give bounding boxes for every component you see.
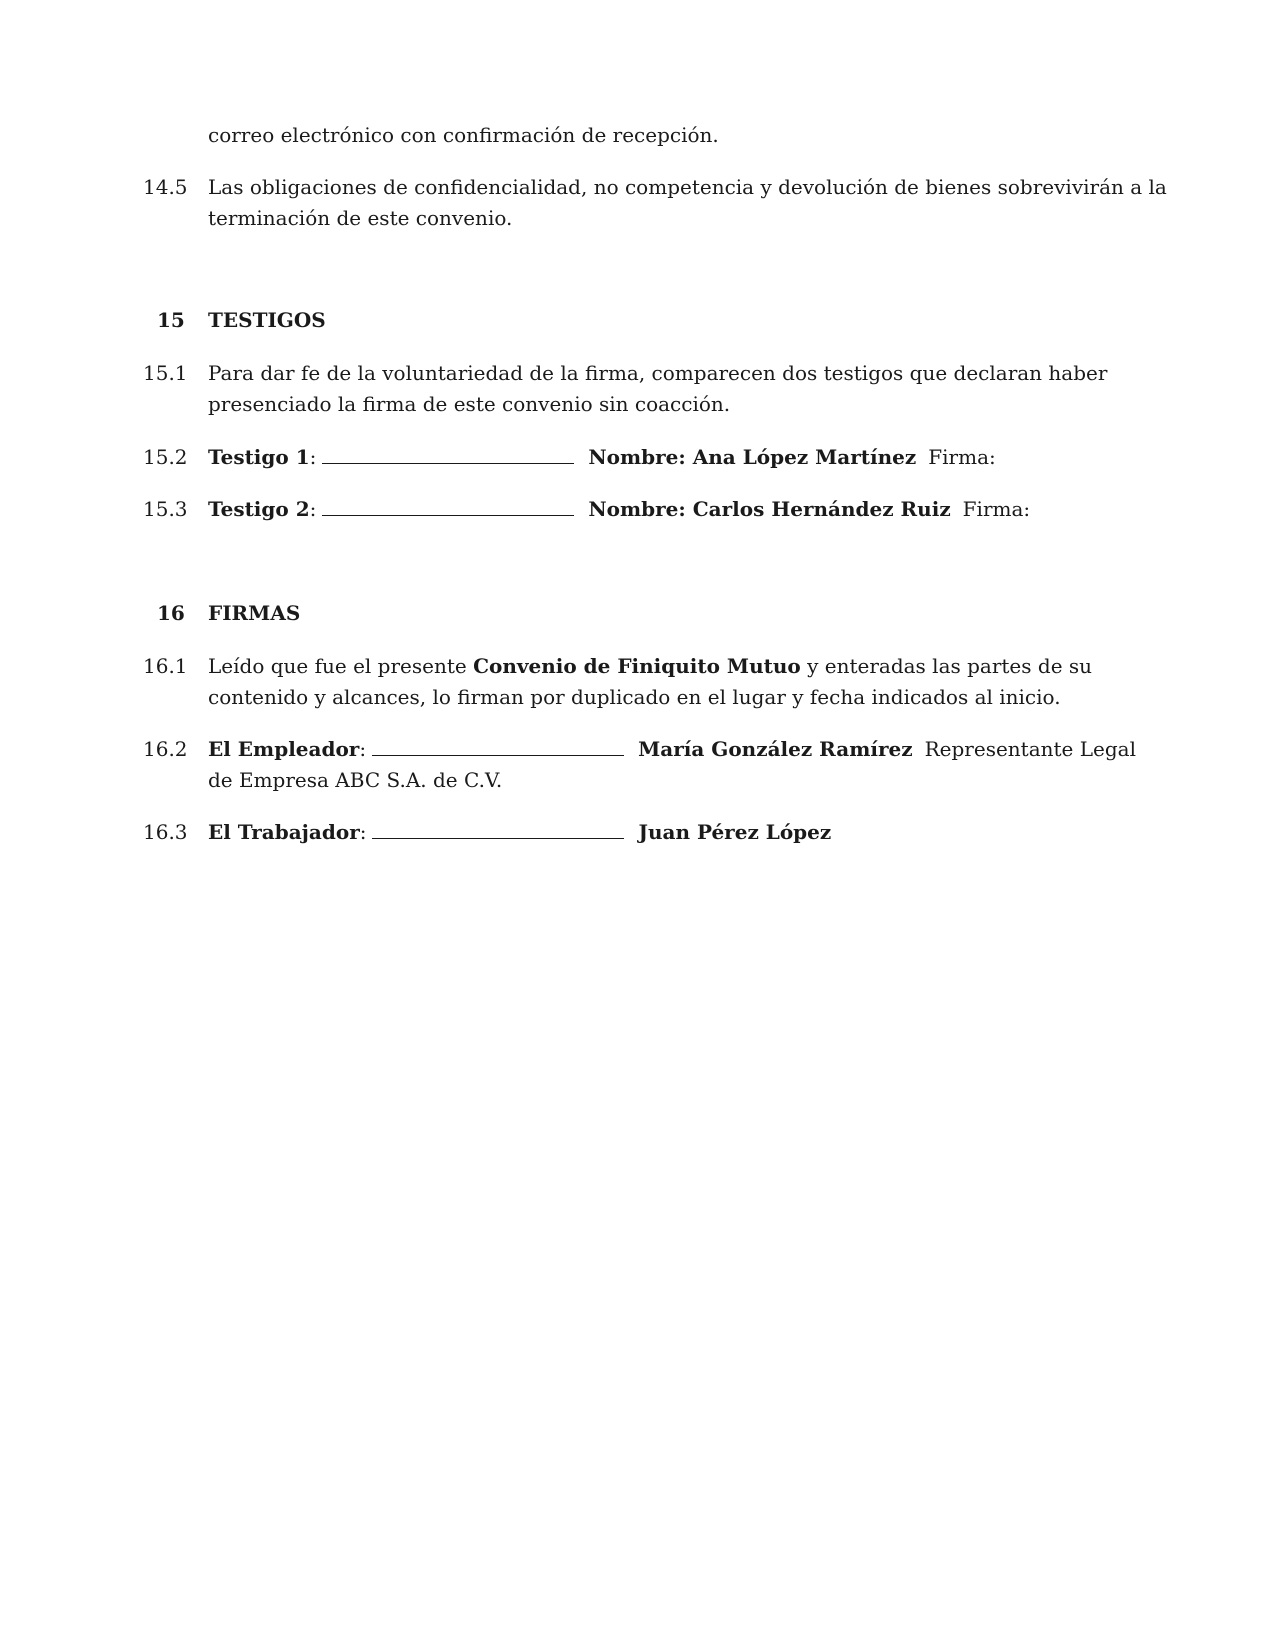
clause-number: 16.1 [143,654,188,678]
employer-role: Representante Legal [924,737,1136,761]
signature-line [322,445,574,464]
signature-line [372,820,624,839]
clause-number: 15.2 [143,445,188,469]
witness-1-row [208,442,996,473]
witness-2-row [208,494,1030,525]
witness-2-name: Nombre: Carlos Hernández Ruiz [588,497,951,521]
employer-name: María González Ramírez [638,737,913,761]
employer-company: de Empresa ABC S.A. de C.V. [208,768,503,792]
witness-1-label: Testigo 1 [208,445,310,469]
agreement-name: Convenio de Finiquito Mutuo [473,654,801,678]
clause-text: Para dar fe de la voluntariedad de la firma, comparecen dos testigos que declaran haber [208,361,1108,385]
firma-label: Firma: [962,497,1031,521]
section-number: 15 [157,308,185,332]
clause-number: 16.2 [143,737,188,761]
clause-text: correo electrónico con confirmación de recepción. [208,123,719,147]
worker-name: Juan Pérez López [638,820,832,844]
worker-label: El Trabajador [208,820,360,844]
clause-number: 15.3 [143,497,188,521]
section-title: FIRMAS [208,601,301,625]
clause-text: terminación de este convenio. [208,206,513,230]
witness-1-name: Nombre: Ana López Martínez [588,445,917,469]
text-run: Leído que fue el presente [208,654,474,678]
clause-text: contenido y alcances, lo firman por duplicado en el lugar y fecha indicados al inicio. [208,685,1061,709]
colon: : [359,737,367,761]
clause-number: 16.3 [143,820,188,844]
clause-text: Las obligaciones de confidencialidad, no competencia y devolución de bienes sobrevivirán a la [208,175,1167,199]
firma-label: Firma: [928,445,996,469]
section-title: TESTIGOS [208,308,326,332]
employer-label: El Empleador [208,737,360,761]
employer-row [208,734,1136,765]
colon: : [309,445,317,469]
colon: : [309,497,317,521]
clause-text [208,651,1092,682]
signature-line [322,497,574,516]
colon: : [359,820,367,844]
section-number: 16 [157,601,185,625]
signature-line [372,737,624,756]
clause-number: 14.5 [143,175,188,199]
clause-text: presenciado la firma de este convenio sin coacción. [208,392,731,416]
witness-2-label: Testigo 2 [208,497,310,521]
worker-row [208,817,831,848]
text-run: y enteradas las partes de su [800,654,1093,678]
clause-number: 15.1 [143,361,188,385]
